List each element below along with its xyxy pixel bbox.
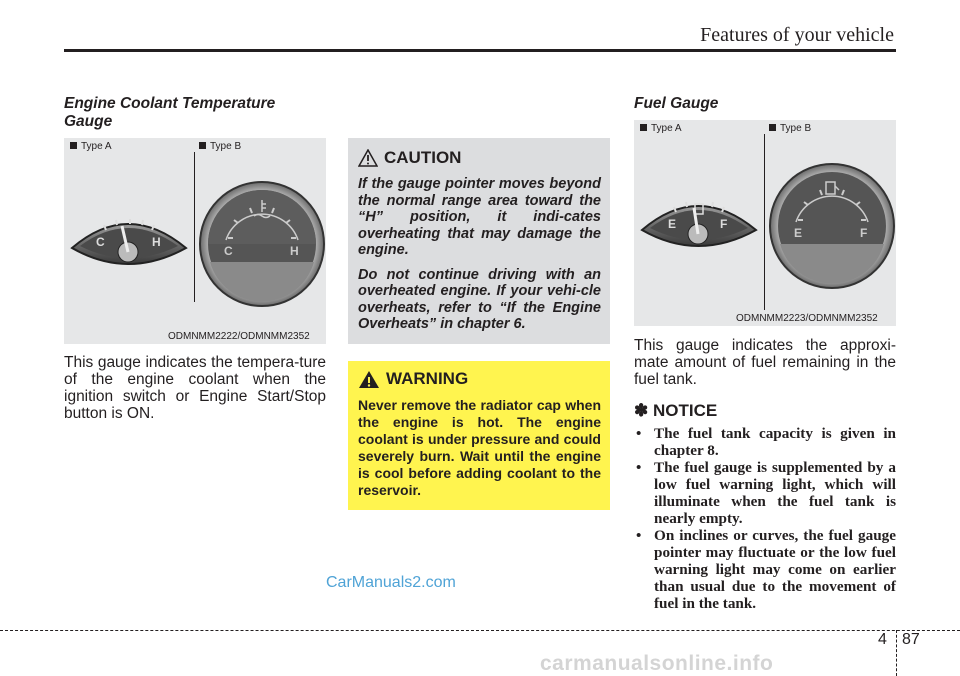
caution-box: [348, 138, 610, 344]
notice-item: • On inclines or curves, the fuel gauge pointer may fluctuate or the low fuel warning light may come on earlier than usual due to the movement of fuel in the tank.: [634, 527, 896, 612]
notice-heading: ✽ NOTICE: [634, 401, 718, 420]
coolant-a-h-label: H: [152, 235, 161, 249]
footer-site-watermark: carmanualsonline.info: [540, 652, 774, 675]
fuel-body-text: This gauge indicates the approxi-mate amount of fuel remaining in the fuel tank.: [634, 337, 896, 388]
running-header-title: Features of your vehicle: [700, 24, 894, 46]
fuel-gauge-type-a-icon: [634, 190, 764, 260]
fuel-gauge-figure: [634, 120, 896, 326]
fuel-gauge-title: Fuel Gauge: [634, 95, 719, 112]
notice-list: [634, 425, 896, 612]
caution-paragraph-1: If the gauge pointer moves beyond the normal range area toward the “H” position, it indi-cates overheating that may damage the engine.: [358, 176, 601, 258]
figure-divider: [194, 152, 195, 302]
coolant-gauge-figure: [64, 138, 326, 344]
caution-heading: CAUTION: [358, 148, 601, 168]
coolant-gauge-title: [64, 95, 275, 131]
fuel-figure-code: ODMNMM2223/ODMNMM2352: [736, 313, 878, 324]
figure-type-a-label: Type A: [70, 141, 112, 152]
figure-divider: [764, 134, 765, 310]
coolant-title-line2: Gauge: [64, 113, 113, 130]
fuel-a-f-label: F: [720, 217, 728, 231]
chapter-number: 4: [878, 631, 887, 648]
coolant-gauge-type-a-icon: [64, 208, 194, 278]
coolant-b-c-label: C: [224, 244, 233, 258]
header-rule: [64, 49, 896, 52]
notice-item: • The fuel tank capacity is given in chapter 8.: [634, 425, 896, 459]
caution-paragraph-2: Do not continue driving with an overheated engine. If your vehi-cle overheats, refer to “If the Engine Overheats” in chapter 6.: [358, 266, 601, 332]
coolant-figure-code: ODMNMM2222/ODMNMM2352: [168, 331, 310, 342]
warning-triangle-icon: [358, 370, 380, 389]
figure-type-b-label: Type B: [769, 123, 811, 134]
warning-text: Never remove the radiator cap when the engine is hot. The engine coolant is under pressure and could severely burn. Wait until the engine is cool before adding coolant to the reservoir.: [358, 397, 601, 498]
warning-box: [348, 361, 610, 510]
figure-type-a-label: Type A: [640, 123, 682, 134]
fuel-b-e-label: E: [794, 226, 803, 240]
fuel-a-e-label: E: [668, 217, 677, 231]
coolant-gauge-type-b-icon: [198, 180, 326, 308]
coolant-a-c-label: C: [96, 235, 105, 249]
warning-heading: WARNING: [358, 369, 601, 389]
fuel-gauge-type-b-icon: [768, 162, 896, 290]
watermark-link[interactable]: CarManuals2.com: [326, 574, 456, 591]
caution-triangle-icon: [358, 149, 378, 167]
page-number: 87: [902, 631, 920, 648]
coolant-body-text: This gauge indicates the tempera-ture of the engine coolant when the ignition switch or Engine Start/Stop button is ON.: [64, 354, 326, 422]
notice-item: • The fuel gauge is supplemented by a low fuel warning light, which will illuminate when the fuel tank is nearly empty.: [634, 459, 896, 527]
figure-type-b-label: Type B: [199, 141, 241, 152]
coolant-title-line1: Engine Coolant Temperature: [64, 95, 276, 112]
footer-rule: [0, 630, 960, 631]
fuel-b-f-label: F: [860, 226, 868, 240]
coolant-b-h-label: H: [290, 244, 299, 258]
footer-divider: [896, 630, 897, 676]
